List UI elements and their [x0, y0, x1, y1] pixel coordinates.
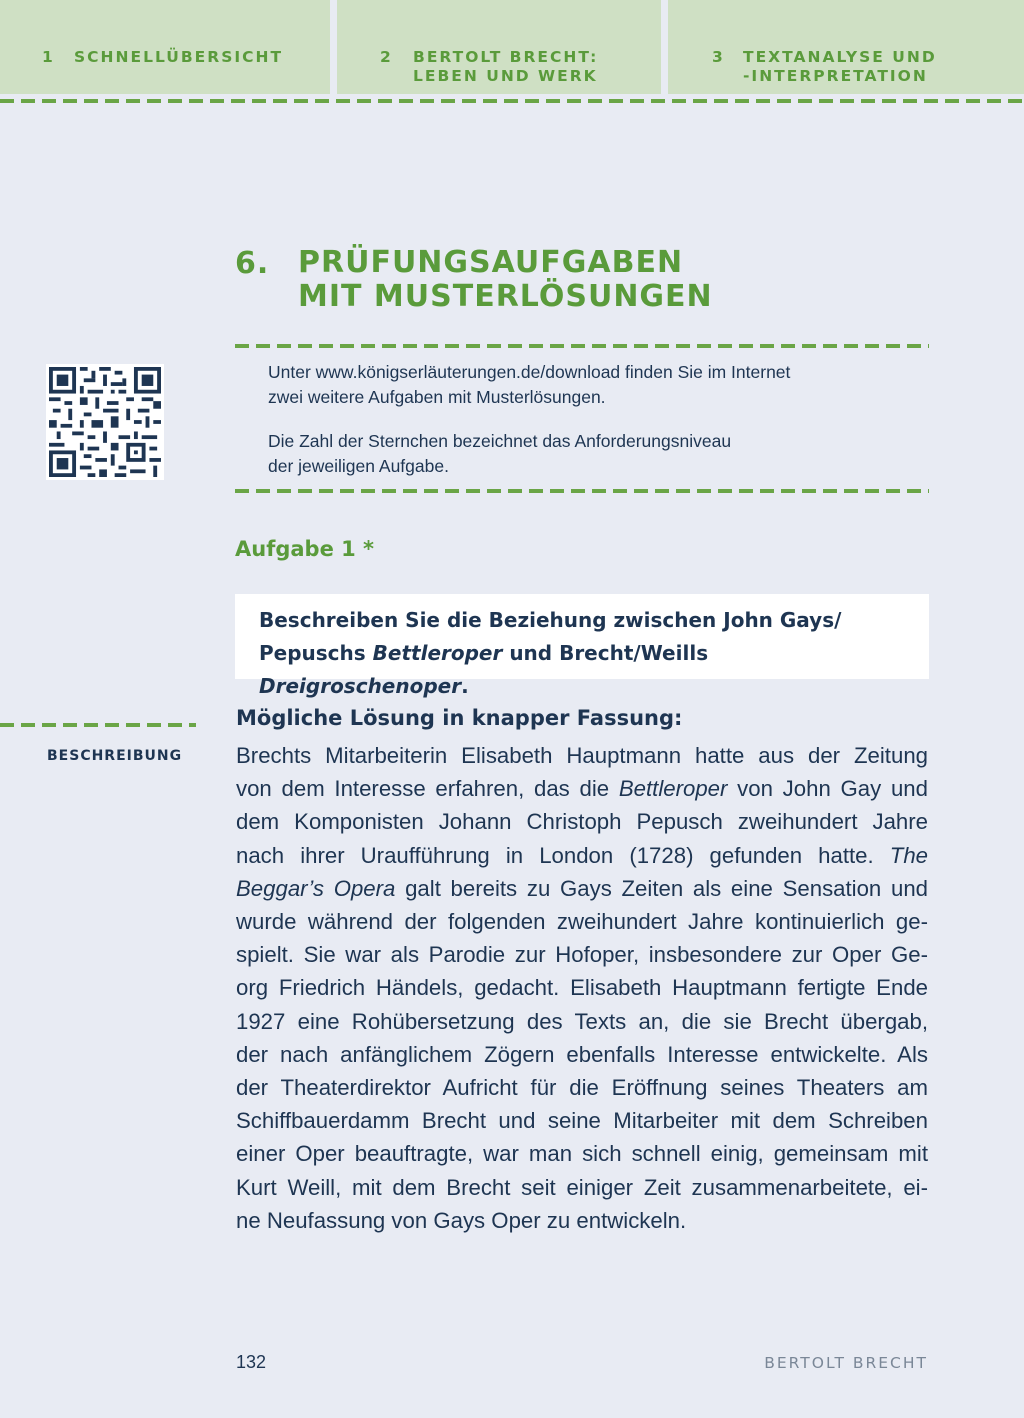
margin-note: BESCHREIBUNG	[47, 748, 183, 764]
tab-number: 1	[42, 48, 55, 66]
solution-line: Schiffbauerdamm Brecht und seine Mitarbeiter mit dem Schreiben	[236, 1108, 928, 1134]
tab-textanalyse[interactable]	[668, 0, 1024, 94]
solution-line: der Theaterdirektor Aufricht für die Eröffnung seines Theaters am	[236, 1075, 928, 1101]
info-paragraph-sternchen	[268, 429, 908, 479]
solution-body	[236, 739, 928, 1237]
solution-heading: Mögliche Lösung in knapper Fassung:	[236, 706, 683, 730]
task-title-dreigroschenoper: Dreigroschenoper	[259, 674, 462, 698]
solution-line: einer Oper beauftragte, war man sich schnell einig, gemeinsam mit	[236, 1141, 928, 1167]
qr-code-icon	[49, 367, 161, 477]
tab-label-line1: TEXTANALYSE UND	[743, 48, 937, 66]
solution-line: Brechts Mitarbeiterin Elisabeth Hauptmann hatte aus der Zeitung	[236, 743, 928, 768]
solution-line: ne Neufassung von Gays Oper zu entwickeln.	[236, 1207, 687, 1233]
task-line2	[259, 641, 708, 698]
qr-code[interactable]	[46, 364, 164, 480]
chapter-title	[298, 246, 858, 314]
chapter-number: 6.	[235, 246, 270, 281]
solution-text: von John Gay und	[727, 776, 928, 802]
tab-label-line2: LEBEN UND WERK	[413, 67, 598, 85]
tab-label-line1: BERTOLT BRECHT:	[413, 48, 599, 66]
solution-title-beggars-opera: Beggar’s Opera	[236, 875, 396, 901]
tab-label	[413, 48, 598, 86]
solution-line	[236, 872, 928, 905]
tab-label-line2: -INTERPRETATION	[743, 67, 928, 85]
solution-line	[236, 772, 928, 805]
running-title: BERTOLT BRECHT	[764, 1354, 928, 1372]
info-line: Die Zahl der Sternchen bezeichnet das Anforderungsniveau	[268, 431, 732, 451]
solution-title-bettleroper: Bettleroper	[618, 776, 728, 802]
solution-text: von dem Interesse erfahren, das die	[236, 776, 619, 802]
chapter-title-line2: MIT MUSTERLÖSUNGEN	[298, 279, 713, 314]
task-heading: Aufgabe 1 *	[235, 537, 375, 561]
info-top-divider	[235, 344, 929, 348]
tab-schnelluebersicht[interactable]	[0, 0, 330, 94]
task-title-bettleroper: Bettleroper	[372, 641, 503, 665]
solution-line: 1927 eine Rohübersetzung des Texts an, die sie Brecht übergab,	[236, 1008, 928, 1034]
solution-line: der nach anfänglichem Zögern ebenfalls Interesse entwickelte. Als	[236, 1041, 928, 1067]
header-divider	[0, 99, 1024, 103]
solution-line: Kurt Weill, mit dem Brecht seit einiger Zeit zusammenarbeitete, ei-	[236, 1174, 928, 1200]
solution-text: nach ihrer Uraufführung in London (1728) gefunden hatte.	[236, 842, 890, 868]
info-paragraph-download	[268, 360, 908, 410]
info-line: Unter www.königserläuterungen.de/download finden Sie im Internet	[268, 362, 791, 382]
solution-line: wurde während der folgenden zweihundert Jahre kontinuierlich ge-	[236, 909, 928, 935]
tab-number: 3	[712, 48, 725, 66]
task-box	[235, 594, 929, 698]
task-text: und Brecht/Weills	[502, 641, 709, 665]
solution-line: org Friedrich Händels, gedacht. Elisabeth Hauptmann fertigte Ende	[236, 975, 928, 1001]
info-bottom-divider	[235, 489, 929, 493]
info-line: der jeweiligen Aufgabe.	[268, 456, 449, 476]
tab-number: 2	[380, 48, 393, 66]
page-number: 132	[236, 1352, 267, 1372]
margin-divider	[0, 723, 196, 727]
tab-label	[743, 48, 937, 86]
solution-line: spielt. Sie war als Parodie zur Hofoper, insbesondere zur Oper Ge-	[236, 942, 928, 968]
tab-leben-und-werk[interactable]	[337, 0, 661, 94]
solution-line: dem Komponisten Johann Christoph Pepusch zweihundert Jahre	[236, 809, 928, 835]
chapter-title-line1: PRÜFUNGSAUFGABEN	[298, 245, 684, 280]
info-line: zwei weitere Aufgaben mit Musterlösungen.	[268, 387, 606, 407]
solution-title-the: The	[889, 842, 928, 868]
task-text: .	[461, 674, 469, 698]
solution-line	[236, 839, 928, 872]
task-line1: Beschreiben Sie die Beziehung zwischen John Gays/	[259, 608, 842, 632]
tab-label: SCHNELLÜBERSICHT	[74, 48, 284, 66]
solution-text: galt bereits zu Gays Zeiten als eine Sensation und	[395, 875, 929, 901]
task-text: Pepuschs	[259, 641, 373, 665]
